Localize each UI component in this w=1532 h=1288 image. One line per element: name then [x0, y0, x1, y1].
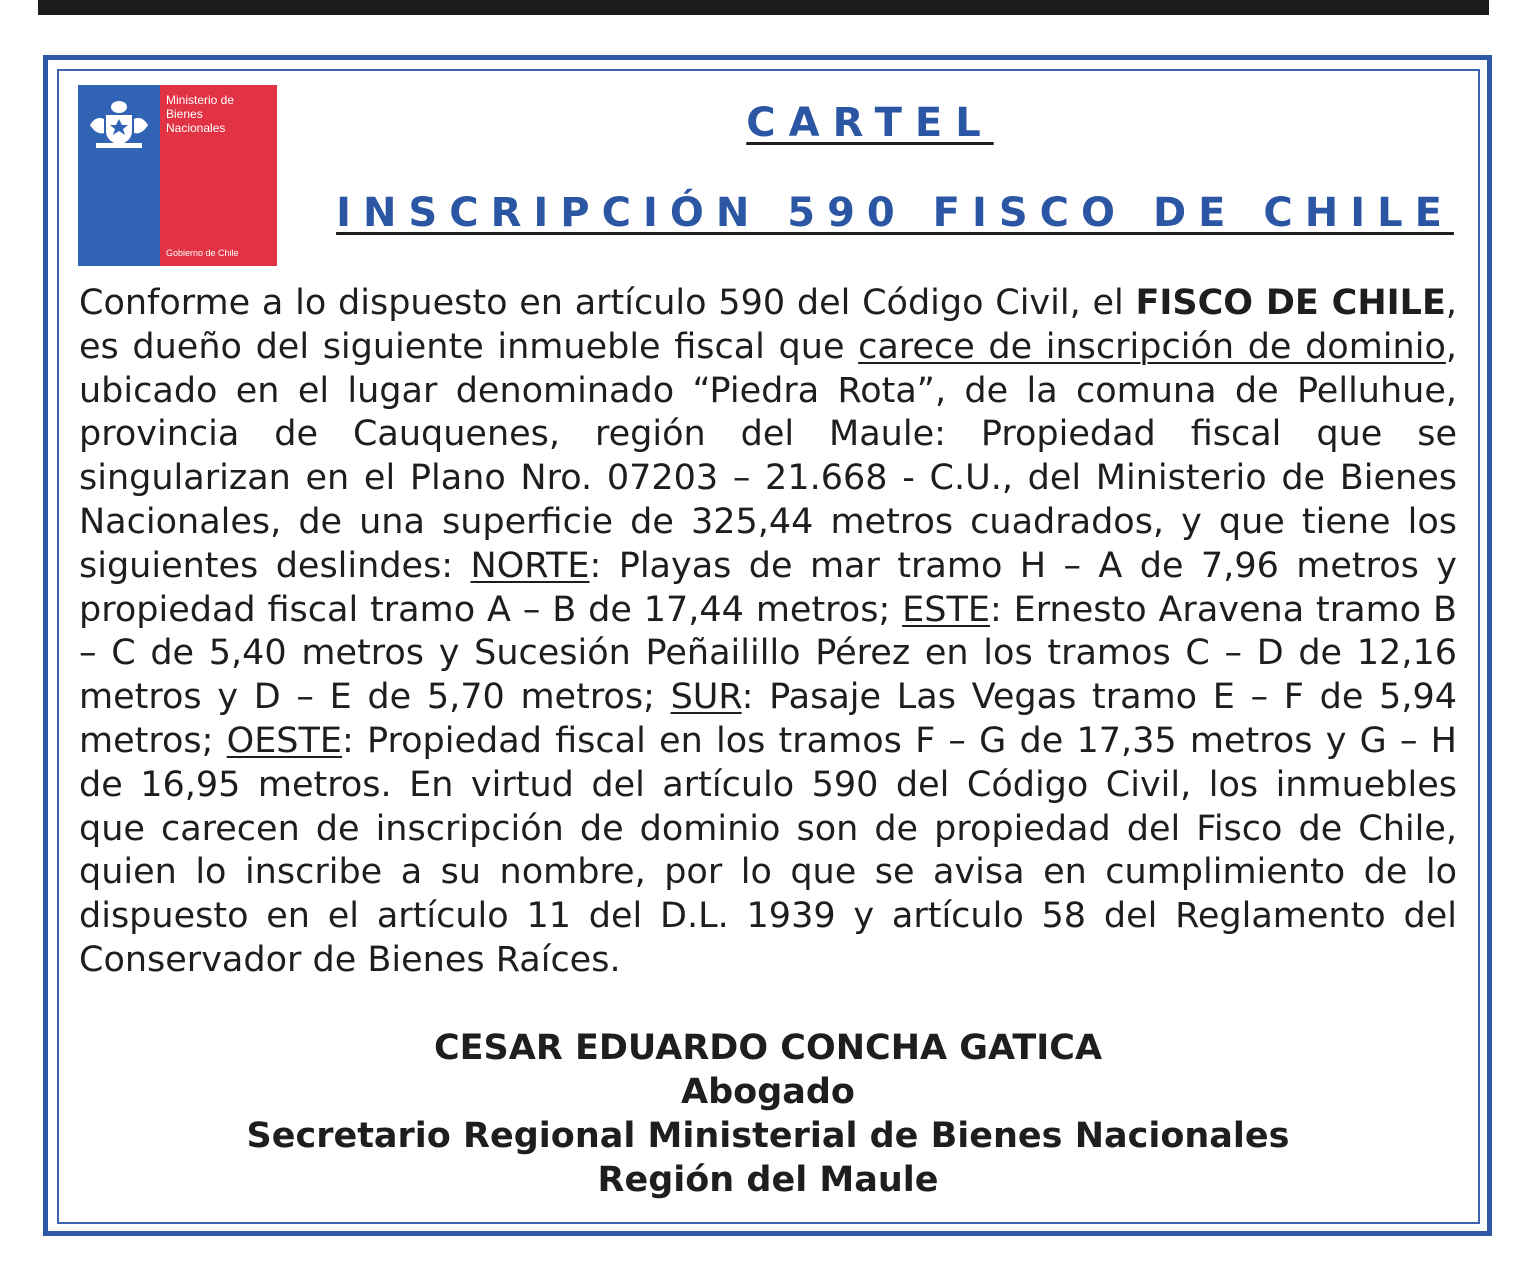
boundary-norte: NORTE	[470, 545, 590, 586]
body-text-6: : Pasaje Las Vegas tramo E – F de 5,94 metros;	[79, 677, 1457, 761]
signer-name: CESAR EDUARDO CONCHA GATICA	[433, 1028, 1103, 1068]
body-text-7: : Propiedad fiscal en los tramos F – G de 17,35 metros y G – H de 16,95 metros. En virtud del artículo 590 del Código Civil, los inmuebles que carecen de inscripción de dominio son de propiedad del Fisco de Chile, quien lo inscribe a su nombre, por lo que se avisa en cumplimiento de lo dispuesto en el artículo 11 del D.L. 1939 y artículo 58 del Reglamento del Conservador de Bienes Raíces.	[79, 720, 1457, 980]
boundary-oeste: OESTE	[226, 720, 343, 761]
logo-red-panel	[160, 85, 277, 266]
body-text-2: , es dueño del siguiente inmueble fiscal que	[79, 283, 1457, 367]
top-bar	[38, 0, 1489, 15]
body-text-1: Conforme a lo dispuesto en artículo 590 del Código Civil, el	[79, 283, 1136, 323]
logo-blue-panel	[78, 85, 160, 266]
logo-government-label: Gobierno de Chile	[166, 248, 239, 258]
body-text-3: , ubicado en el lugar denominado “Piedra Rota”, de la comuna de Pelluhue, provincia de Cauquenes, región del Maule: Propiedad fiscal que se singularizan en el Plano Nro. 07203 – 21.668 - C.U., del Ministerio de Bienes Nacionales, de una superficie de 325,44 metros cuadrados, y que tiene los siguientes deslindes:	[79, 326, 1457, 586]
document-title: CARTEL	[746, 100, 994, 146]
signature-block	[79, 1026, 1457, 1202]
logo-ministry-name: Ministerio de Bienes Nacionales	[166, 93, 235, 135]
body-underline-carece: carece de inscripción de dominio	[858, 326, 1446, 367]
notice-body	[79, 282, 1457, 983]
coat-of-arms-icon	[86, 95, 152, 155]
signer-role: Abogado	[681, 1072, 855, 1112]
signer-region: Región del Maule	[597, 1160, 939, 1200]
body-text-4: : Playas de mar tramo H – A de 7,96 metros y propiedad fiscal tramo A – B de 17,44 metros;	[79, 545, 1458, 630]
ministry-logo	[78, 85, 277, 266]
boundary-sur: SUR	[670, 677, 742, 718]
boundary-este: ESTE	[902, 589, 990, 630]
body-bold-fisco: FISCO DE CHILE	[1135, 283, 1446, 323]
body-text-5: : Ernesto Aravena tramo B – C de 5,40 metros y Sucesión Peñailillo Pérez en los tramos C – D de 12,16 metros y D – E de 5,70 metros;	[79, 589, 1457, 718]
signer-position: Secretario Regional Ministerial de Bienes Nacionales	[246, 1116, 1290, 1156]
document-subtitle: INSCRIPCIÓN 590 FISCO DE CHILE	[336, 190, 1454, 236]
